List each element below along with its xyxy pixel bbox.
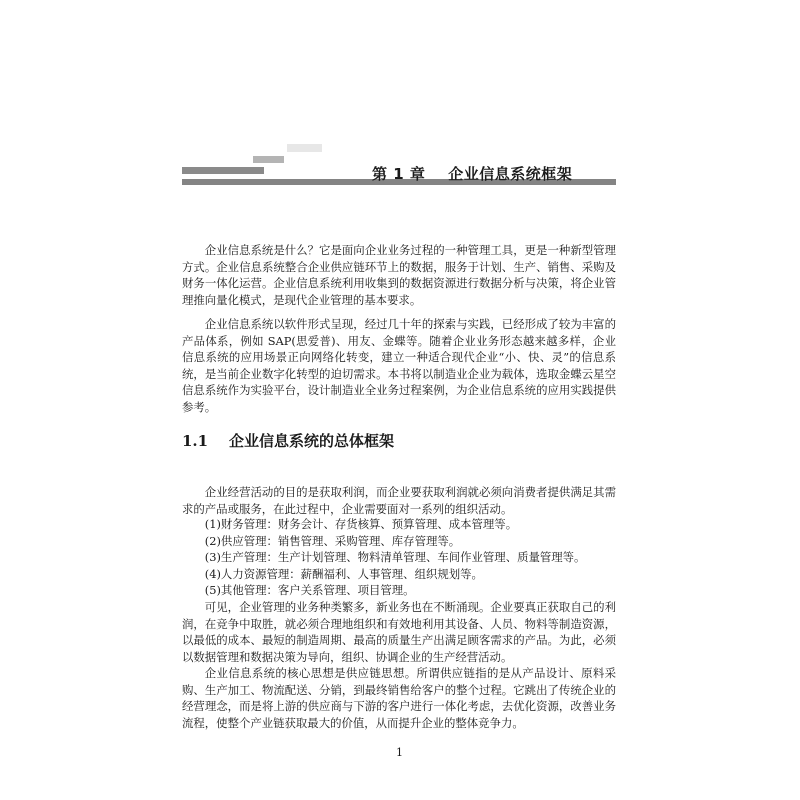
intro-paragraph-1: 企业信息系统是什么？它是面向企业业务过程的一种管理工具，更是一种新型管理方式。企业信息系统整合企业供应链环节上的数据，服务于计划、生产、销售、采购及财务一体化运营。企业信息系统利用收集到的数据资源进行数据分析与决策，将企业管理推向量化模式，是现代企业管理的基本要求。 bbox=[182, 243, 616, 307]
list-item: (2)供应管理：销售管理、采购管理、库存管理等。 bbox=[204, 533, 461, 548]
list-item: (1)财务管理：财务会计、存货核算、预算管理、成本管理等。 bbox=[204, 517, 518, 531]
section-paragraph-2: 可见，企业管理的业务种类繁多，新业务也在不断涌现。企业要真正获取自己的利润，在竞争中取胜，就必须合理地组织和有效地利用其设备、人员、物料等制造资源，以最低的成本、最短的制造周期、最高的质量生产出满足顾客需求的产品。为此，必须以数据管理和数据决策为导向，组织、协调企业的生产经营活动。 bbox=[182, 600, 616, 664]
section-paragraph-3: 企业信息系统的核心思想是供应链思想。所谓供应链指的是从产品设计、原料采购、生产加工、物流配送、分销，到最终销售给客户的整个过程。它跳出了传统企业的经营理念，而是将上游的供应商与下游的客户进行一体化考虑，去优化资源，改善业务流程，使整个产业链获取最大的价值，从而提升企业的整体竞争力。 bbox=[182, 666, 616, 730]
page-number: 1 bbox=[396, 746, 403, 759]
list-item: (3)生产管理：生产计划管理、物料清单管理、车间作业管理、质量管理等。 bbox=[204, 550, 586, 565]
list-item: (4)人力资源管理：薪酬福利、人事管理、组织规划等。 bbox=[204, 566, 483, 581]
decorative-bar-medium bbox=[253, 156, 284, 163]
management-list bbox=[182, 516, 616, 599]
decorative-bar-dark bbox=[182, 167, 264, 174]
intro-paragraph-2: 企业信息系统以软件形式呈现，经过几十年的探索与实践，已经形成了较为丰富的产品体系，例如 SAP(思爱普)、用友、金蝶等。随着企业业务形态越来越多样，企业信息系统的应用场景正向网络化转变，建立一种适合现代企业“小、快、灵”的信息系统，是当前企业数字化转型的迫切需求。本书将以制造业企业为载体，选取金蝶云星空信息系统作为实验平台，设计制造业全业务过程案例，为企业信息系统的应用实践提供参考。 bbox=[182, 317, 616, 414]
decorative-bar-light bbox=[287, 144, 322, 152]
list-item: (5)其他管理：客户关系管理、项目管理。 bbox=[204, 583, 415, 598]
chapter-title: 第 1 章 企业信息系统框架 bbox=[372, 165, 573, 183]
section-paragraph-1: 企业经营活动的目的是获取利润，而企业要获取利润就必须向消费者提供满足其需求的产品或服务，在此过程中，企业需要面对一系列的组织活动。 bbox=[182, 485, 616, 516]
section-title: 1.1 企业信息系统的总体框架 bbox=[182, 432, 394, 450]
